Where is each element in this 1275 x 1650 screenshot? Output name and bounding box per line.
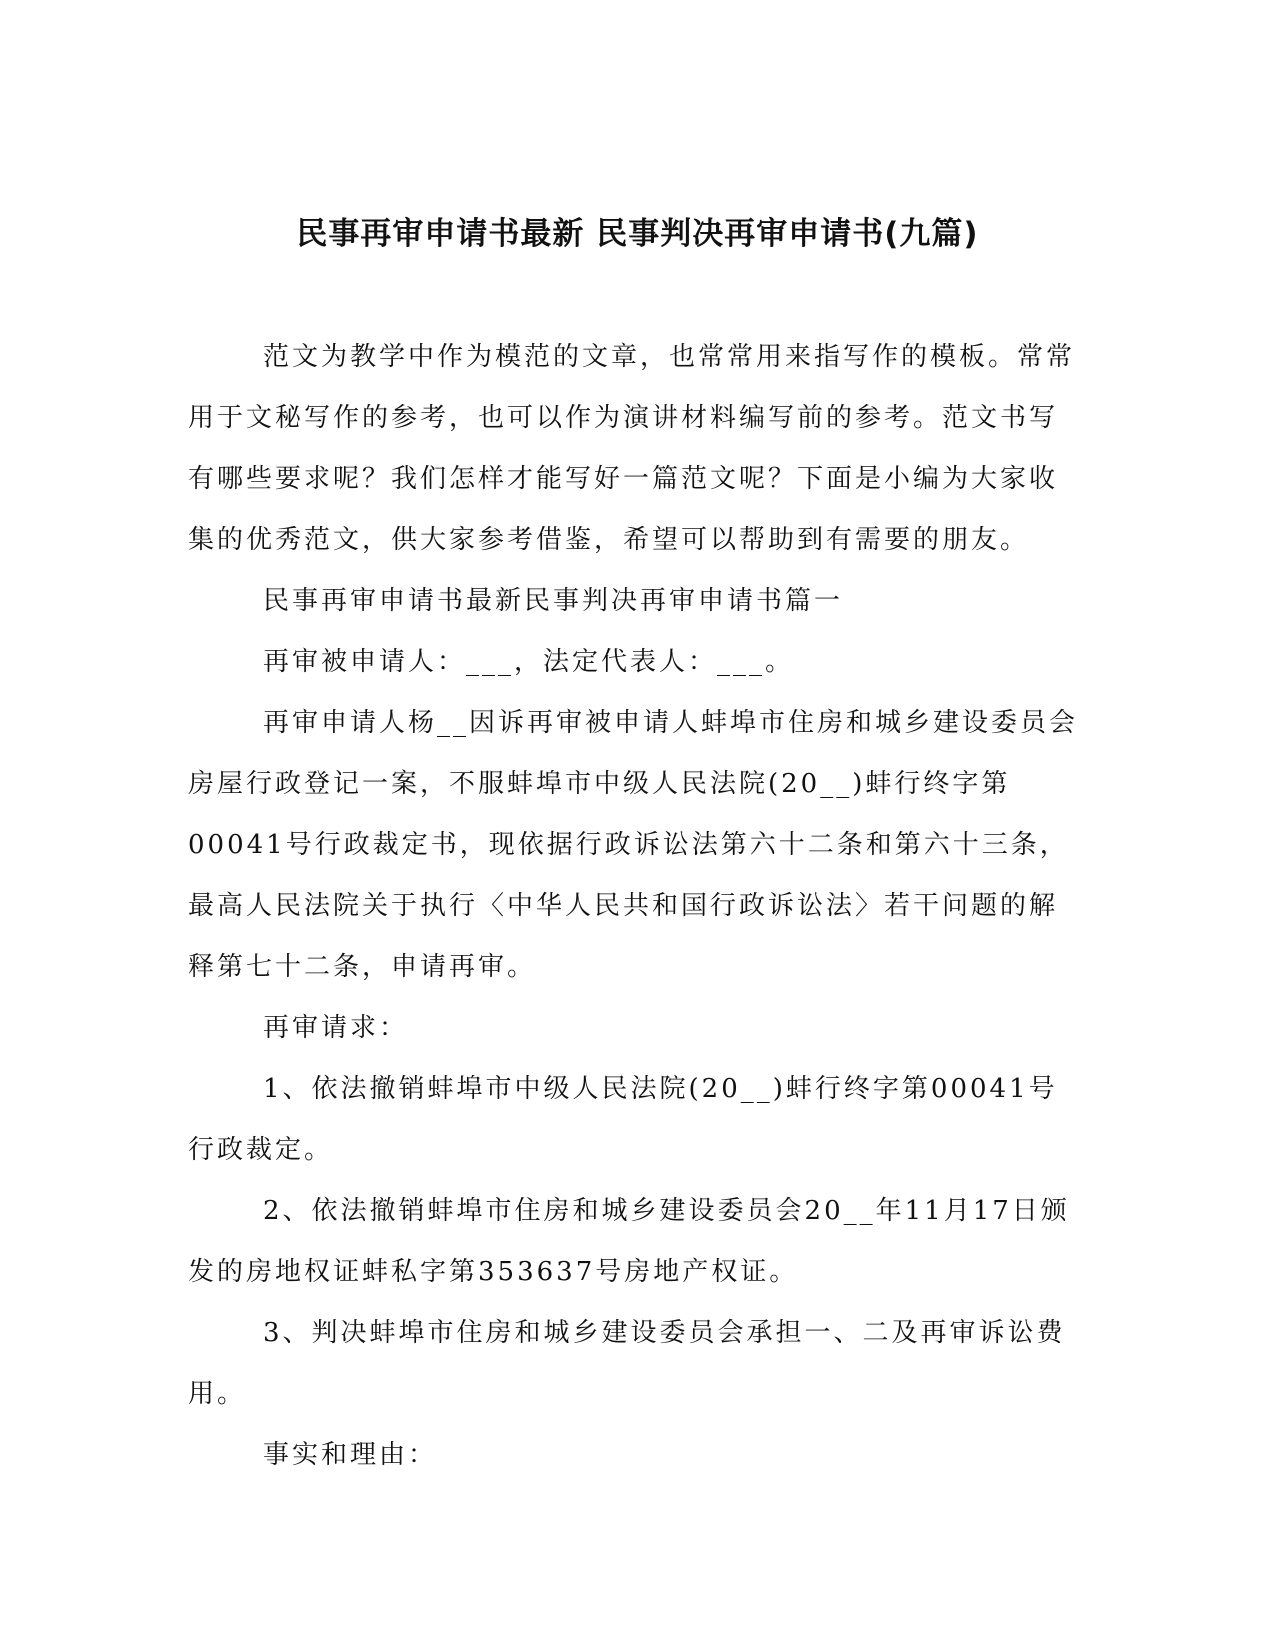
intro-paragraph: 范文为教学中作为模范的文章，也常常用来指写作的模板。常常用于文秘写作的参考，也可以作为演讲材料编写前的参考。范文书写有哪些要求呢？我们怎样才能写好一篇范文呢？下面是小编为大家收集的优秀范文，供大家参考借鉴，希望可以帮助到有需要的朋友。 [188,342,1076,555]
application-paragraph: 再审申请人杨__因诉再审被申请人蚌埠市住房和城乡建设委员会房屋行政登记一案，不服蚌埠市中级人民法院(20__)蚌行终字第00041号行政裁定书，现依据行政诉讼法第六十二条和第六十三条，最高人民法院关于执行〈中华人民共和国行政诉讼法〉若干问题的解释第七十二条，申请再审。 [188,708,1079,982]
document-body [188,327,1078,1486]
document-title: 民事再审申请书最新 民事判决再审申请书(九篇) [296,216,979,252]
request-item-3: 3、判决蚌埠市住房和城乡建设委员会承担一、二及再审诉讼费用。 [188,1318,1066,1409]
requests-heading: 再审请求： [263,1013,409,1043]
section-heading: 民事再审申请书最新民事判决再审申请书篇一 [263,586,844,616]
respondent-line: 再审被申请人：___，法定代表人：___。 [263,647,795,677]
facts-heading: 事实和理由： [263,1440,438,1470]
request-item-2: 2、依法撤销蚌埠市住房和城乡建设委员会20__年11月17日颁发的房地权证蚌私字第353637号房地产权证。 [188,1196,1070,1287]
request-item-1: 1、依法撤销蚌埠市中级人民法院(20__)蚌行终字第00041号行政裁定。 [188,1074,1058,1165]
